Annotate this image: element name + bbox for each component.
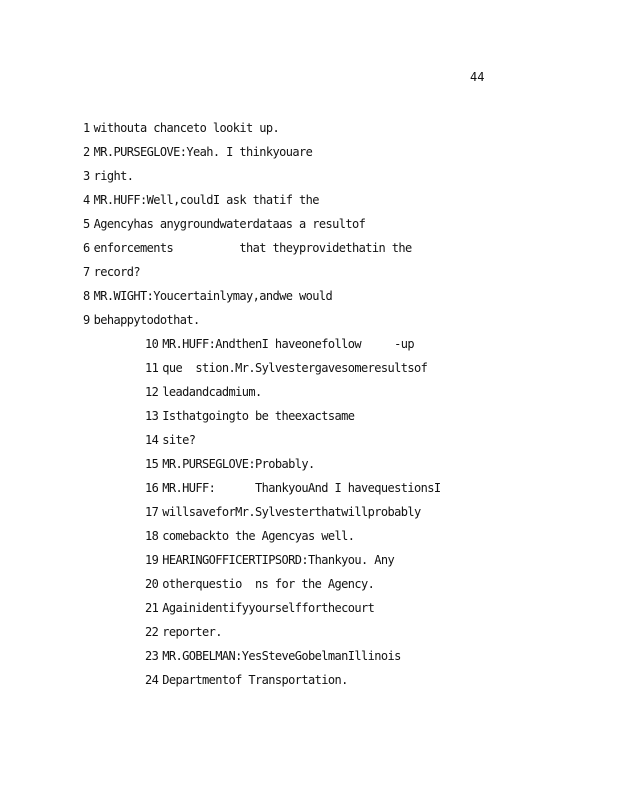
line-text: MR.HUFF: ThankyouAnd I havequestionsI <box>162 481 441 495</box>
line-number: 11 <box>145 361 159 375</box>
transcript-line <box>145 550 394 570</box>
line-number: 5 <box>83 217 90 231</box>
transcript-line <box>145 430 195 450</box>
line-text: comebackto the Agencyas well. <box>162 529 355 543</box>
line-text: willsaveforMr.Sylvesterthatwillprobably <box>162 505 421 519</box>
line-text: MR.PURSEGLOVE:Probably. <box>162 457 315 471</box>
transcript-line <box>83 310 200 330</box>
line-text: enforcements that theyprovidethatin the <box>93 241 412 255</box>
transcript-line <box>83 214 365 234</box>
line-number: 8 <box>83 289 90 303</box>
line-text: MR.WIGHT:Youcertainlymay,andwe would <box>93 289 333 303</box>
transcript-line <box>83 190 319 210</box>
transcript-line <box>83 238 412 258</box>
line-text: MR.HUFF:Well,couldI ask thatif the <box>93 193 319 207</box>
line-text: behappytodothat. <box>93 313 200 327</box>
line-text: record? <box>93 265 140 279</box>
line-text: MR.GOBELMAN:YesSteveGobelmanIllinois <box>162 649 401 663</box>
line-number: 14 <box>145 433 159 447</box>
line-text: withouta chanceto lookit up. <box>93 121 280 135</box>
transcript-line <box>145 598 374 618</box>
transcript-line <box>83 166 133 186</box>
transcript-line <box>83 286 332 306</box>
line-number: 15 <box>145 457 159 471</box>
line-text: Agencyhas anygroundwaterdataas a resultof <box>93 217 366 231</box>
line-text: MR.HUFF:AndthenI haveonefollow -up <box>162 337 414 351</box>
line-text: Departmentof Transportation. <box>162 673 348 687</box>
line-text: reporter. <box>162 625 222 639</box>
transcript-line <box>145 526 354 546</box>
transcript-line <box>145 334 414 354</box>
line-number: 12 <box>145 385 159 399</box>
line-number: 9 <box>83 313 90 327</box>
page-number: 44 <box>470 70 485 84</box>
line-text: site? <box>162 433 196 447</box>
line-number: 7 <box>83 265 90 279</box>
line-number: 21 <box>145 601 159 615</box>
line-number: 19 <box>145 553 159 567</box>
transcript-line <box>145 382 262 402</box>
transcript-line <box>145 670 348 690</box>
line-number: 3 <box>83 169 90 183</box>
line-number: 1 <box>83 121 90 135</box>
transcript-line <box>145 478 440 498</box>
line-number: 4 <box>83 193 90 207</box>
line-text: leadandcadmium. <box>162 385 262 399</box>
transcript-line <box>83 142 312 162</box>
transcript-line <box>145 574 374 594</box>
transcript-line <box>145 502 421 522</box>
transcript-line <box>145 358 427 378</box>
line-text: MR.PURSEGLOVE:Yeah. I thinkyouare <box>93 145 313 159</box>
line-number: 6 <box>83 241 90 255</box>
line-text: Againidentifyyourselfforthecourt <box>162 601 375 615</box>
line-text: que stion.Mr.Sylvestergavesomeresultsof <box>162 361 428 375</box>
line-number: 17 <box>145 505 159 519</box>
line-number: 2 <box>83 145 90 159</box>
line-text: otherquestio ns for the Agency. <box>162 577 375 591</box>
transcript-line <box>145 454 315 474</box>
transcript-line <box>83 262 140 282</box>
transcript-line <box>145 406 354 426</box>
line-number: 20 <box>145 577 159 591</box>
line-number: 23 <box>145 649 159 663</box>
transcript-line <box>83 118 279 138</box>
line-number: 10 <box>145 337 159 351</box>
line-number: 13 <box>145 409 159 423</box>
transcript-line <box>145 622 222 642</box>
line-text: Isthatgoingto be theexactsame <box>162 409 355 423</box>
line-number: 22 <box>145 625 159 639</box>
line-number: 16 <box>145 481 159 495</box>
transcript-line <box>145 646 401 666</box>
line-number: 18 <box>145 529 159 543</box>
line-text: right. <box>93 169 134 183</box>
line-number: 24 <box>145 673 159 687</box>
line-text: HEARINGOFFICERTIPSORD:Thankyou. Any <box>162 553 395 567</box>
